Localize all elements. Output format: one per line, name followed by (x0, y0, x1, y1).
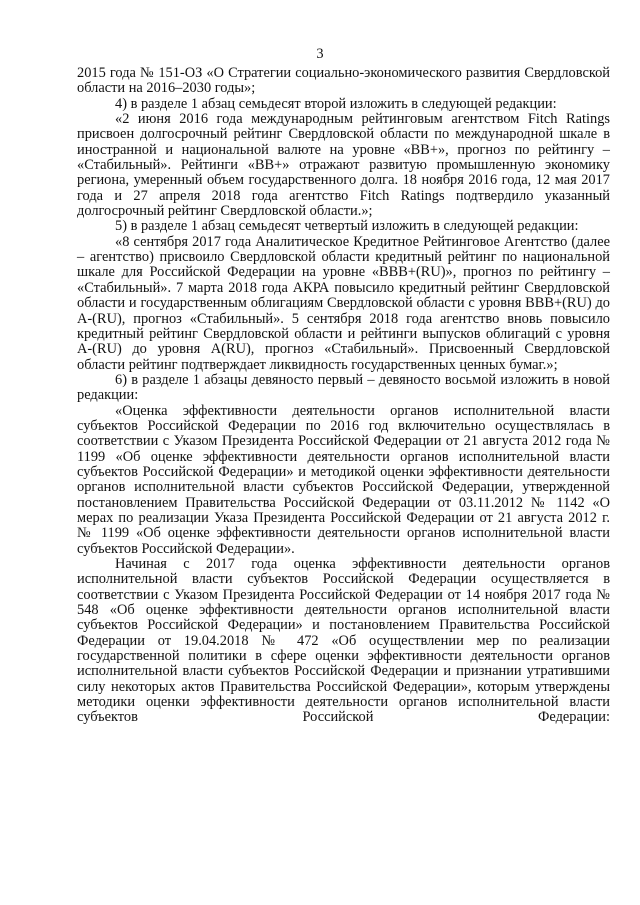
paragraph-item-6: 6) в разделе 1 абзацы девяносто первый – девяносто восьмой изложить в новой редакции: (77, 371, 610, 404)
paragraph-efficiency-assessment-2017: Начиная с 2017 года оценка эффективности деятельности органов исполнительной власти субъектов Российской Федерации осуществляется в соответствии с Указом Президента Российской Федерации от 14 ноября 2017 года № 548 «Об оценке эффективности деятельности органов исполнительной власти субъектов Российской Федерации» и постановлением Правительства Российской Федерации от 19.04.2018 № 472 «Об осуществлении мер по реализации государственной политики в сфере оценки эффективности деятельности органов исполнительной власти субъектов Российской Федерации и признании утратившими силу некоторых актов Правительства Российской Федерации», которым утверждены методики оценки эффективности деятельности органов исполнительной власти субъектов Российской Федерации: (77, 556, 610, 726)
paragraph-strategy-continuation: 2015 года № 151-ОЗ «О Стратегии социально-экономического развития Свердловской области на 2016–2030 годы»; (77, 65, 610, 97)
paragraph-efficiency-assessment-2016: «Оценка эффективности деятельности органов исполнительной власти субъектов Российской Федерации по 2016 год включительно осуществлялась в соответствии с Указом Президента Российской Федерации от 21 августа 2012 года № 1199 «Об оценке эффективности деятельности органов исполнительной власти субъектов Российской Федерации» и методикой оценки эффективности деятельности органов исполнительной власти субъектов Российской Федерации, утвержденной постановлением Правительства Российской Федерации от 03.11.2012 № 1142 «О мерах по реализации Указа Президента Российской Федерации от 21 августа 2012 г. № 1199 «Об оценке эффективности деятельности органов исполнительной власти субъектов Российской Федерации». (77, 402, 610, 557)
page-number: 3 (316, 46, 324, 62)
paragraph-item-5: 5) в разделе 1 абзац семьдесят четвертый изложить в следующей редакции: (115, 218, 579, 235)
paragraph-item-4: 4) в разделе 1 абзац семьдесят второй изложить в следующей редакции: (115, 95, 557, 112)
paragraph-acra-rating: «8 сентября 2017 года Аналитическое Кредитное Рейтинговое Агентство (далее – агентство) присвоило Свердловской области кредитный рейтинг по национальной шкале для Российской Федерации на уровне «BBB+(RU)», прогноз по рейтингу – «Стабильный». 7 марта 2018 года АКРА повысило кредитный рейтинг Свердловской области и государственным облигациям Свердловской области с уровня BBB+(RU) до A-(RU), прогноз «Стабильный». 5 сентября 2018 года агентство вновь повысило кредитный рейтинг Свердловской области и рейтинги выпусков облигаций с уровня A-(RU) до уровня A(RU), прогноз «Стабильный». Присвоенный Свердловской области рейтинг подтверждает ликвидность государственных ценных бумаг.»; (77, 233, 610, 373)
document-body (77, 66, 610, 726)
paragraph-fitch-rating: «2 июня 2016 года международным рейтинговым агентством Fitch Ratings присвоен долгосрочный рейтинг Свердловской области по международной шкале в иностранной и национальной валюте на уровне «BB+», прогноз по рейтингу – «Стабильный». Рейтинги «BB+» отражают развитую промышленную экономику региона, умеренный объем государственного долга. 18 ноября 2016 года, 12 мая 2017 года и 27 апреля 2018 года агентство Fitch Ratings подтвердило указанный долгосрочный рейтинг Свердловской области.»; (77, 111, 610, 220)
